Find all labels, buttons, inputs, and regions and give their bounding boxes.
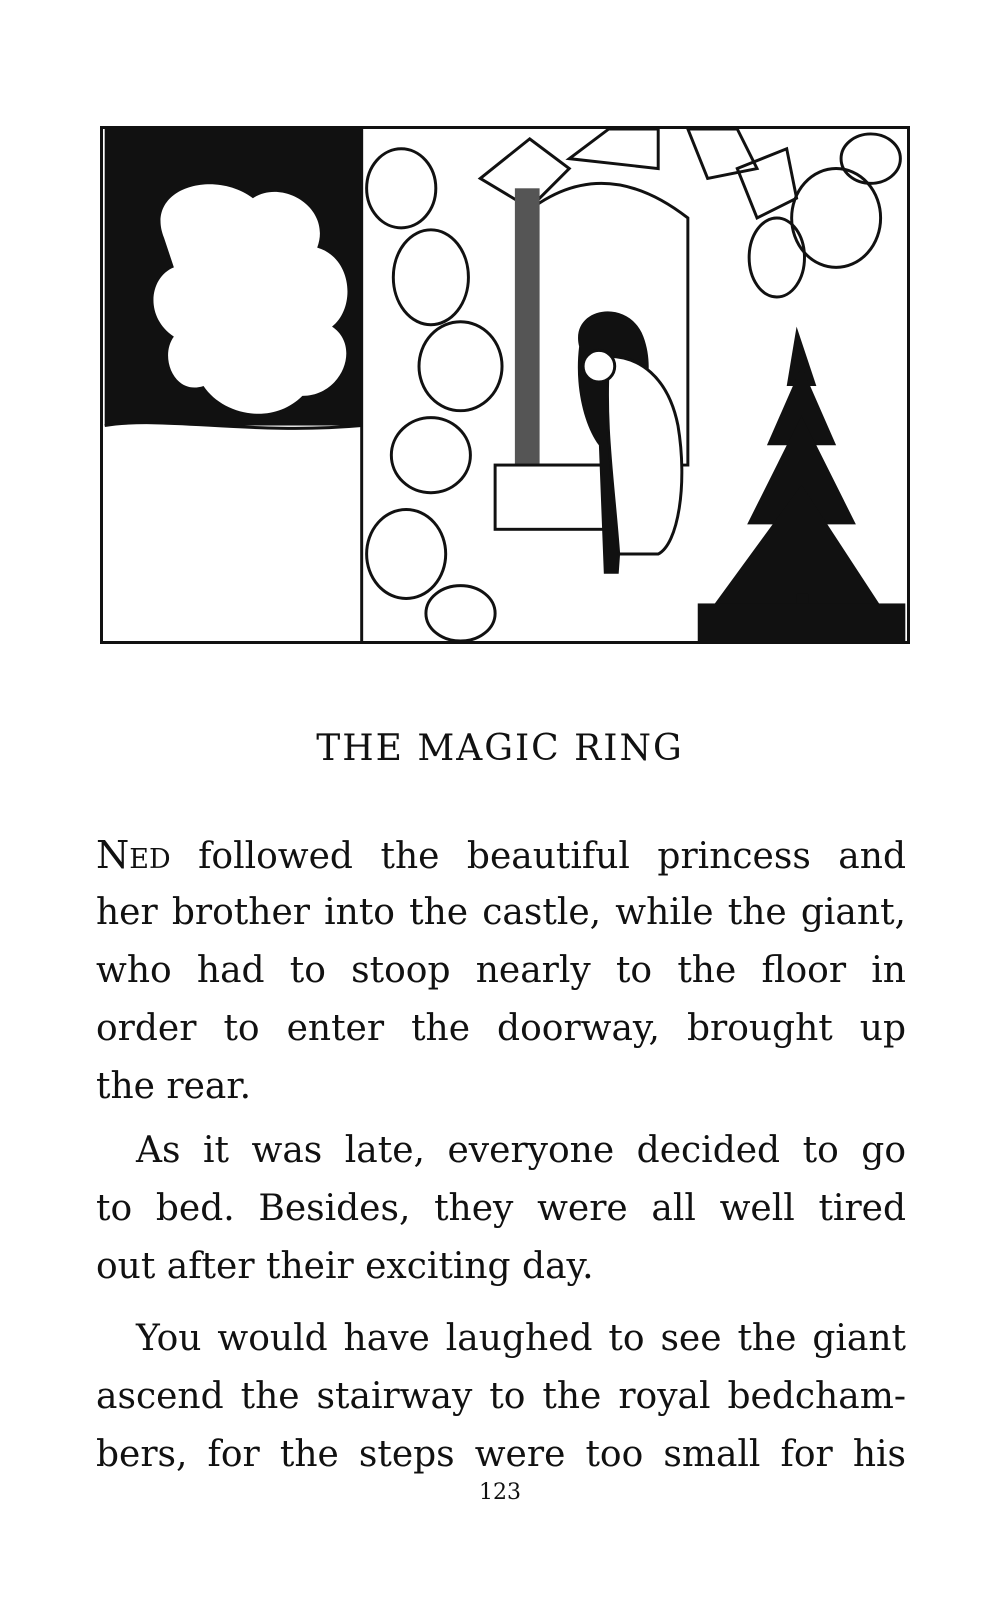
paragraph-line: Ned followed the beautiful princess and	[96, 833, 906, 877]
paragraph-line: who had to stoop nearly to the floor in	[96, 950, 906, 991]
paragraph-line: ascend the stairway to the royal bedcham-	[96, 1376, 906, 1417]
paragraph-line: You would have laughed to see the giant	[136, 1318, 906, 1359]
pine-tree	[698, 327, 906, 641]
window-shutter	[515, 188, 540, 465]
paragraph-line: to bed. Besides, they were all well tired	[96, 1188, 906, 1229]
paragraph-line: her brother into the castle, while the giant,	[96, 892, 906, 933]
paragraph-line: As it was late, everyone decided to go	[136, 1130, 906, 1171]
paragraph-line: the rear.	[96, 1066, 252, 1107]
paragraph-3	[96, 1310, 906, 1484]
paragraph-line: order to enter the doorway, brought up	[96, 1008, 906, 1049]
paragraph-1	[96, 826, 906, 1116]
paragraph-2	[96, 1122, 906, 1296]
chapter-illustration	[100, 126, 910, 644]
lead-word: Ned	[96, 833, 171, 877]
page-number: 123	[479, 1480, 521, 1505]
paragraph-line: bers, for the steps were too small for his	[96, 1434, 906, 1475]
paragraph-line: out after their exciting day.	[96, 1246, 594, 1287]
castle-window-drawing	[103, 129, 907, 641]
chapter-title: THE MAGIC RING	[316, 728, 684, 769]
hill	[105, 423, 362, 641]
